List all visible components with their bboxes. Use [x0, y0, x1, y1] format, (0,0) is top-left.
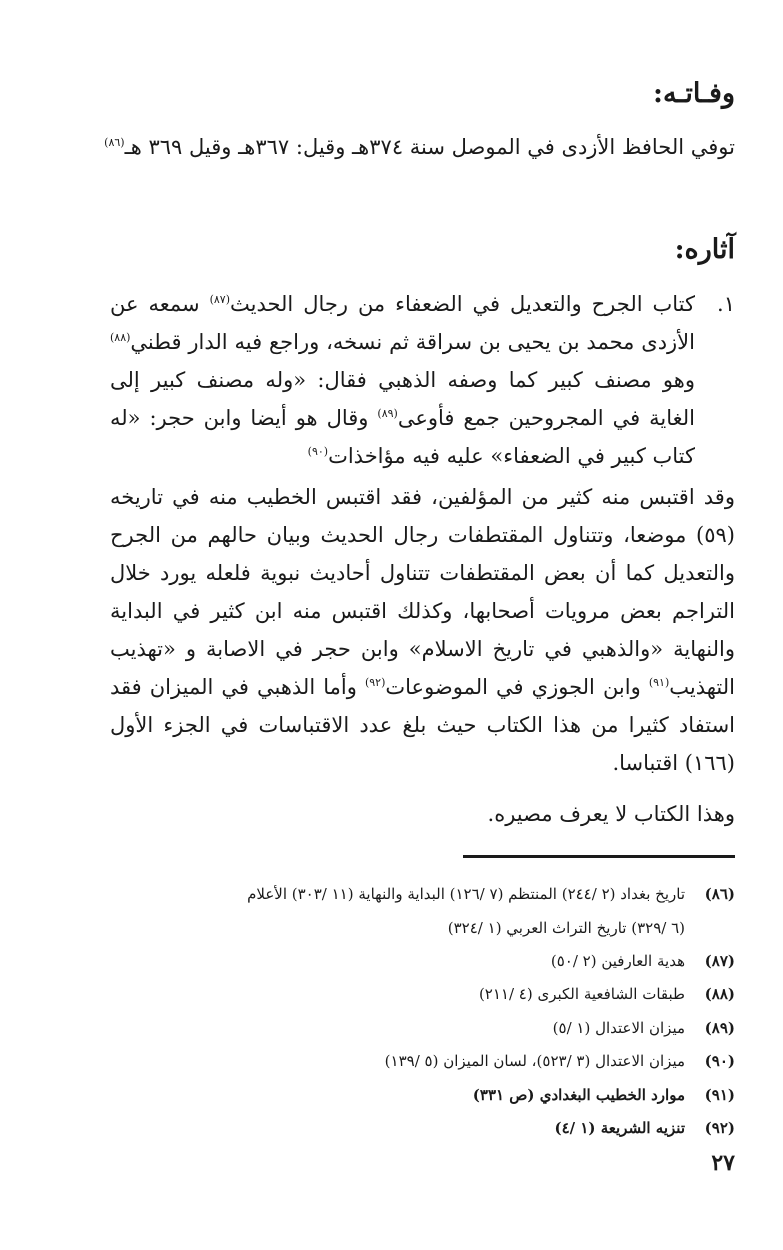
- footnote-item: [100, 978, 735, 1012]
- footnote-ref-89: (٨٩): [377, 407, 398, 420]
- works-list-item: [110, 285, 735, 475]
- footnote-number: (٨٩): [704, 1018, 735, 1037]
- footnote-text: تنزيه الشريعة (١ /٤): [554, 1119, 685, 1137]
- footnote-item: [100, 1012, 735, 1046]
- footnote-text-line-1: تاريخ بغداد (٢ /٢٤٤) المنتظم (٧ /١٢٦) البداية والنهاية (١١ /٣٠٣) الأعلام: [247, 885, 685, 903]
- list-item-number: ١.: [717, 292, 735, 316]
- item-text-part-2: سمعه عن الأزدى محمد بن يحيى بن سراقة ثم نسخه، وراجع فيه الدار قطني: [110, 292, 695, 354]
- death-text: توفي الحافظ الأزدى في الموصل سنة ٣٧٤هـ وقيل: ٣٦٧هـ وقيل ٣٦٩ هـ: [124, 135, 735, 159]
- item-text-part-1: كتاب الجرح والتعديل في الضعفاء من رجال الحديث: [229, 292, 696, 316]
- footnote-number: (٨٧): [704, 951, 735, 970]
- death-paragraph: [49, 128, 735, 166]
- footnote-item: [100, 1079, 735, 1113]
- page-number: ٢٧: [711, 1150, 735, 1176]
- footnote-text: ميزان الاعتدال (٣ /٥٢٣)، لسان الميزان (٥ /١٣٩): [384, 1052, 685, 1070]
- works-heading: آثاره:: [674, 234, 735, 265]
- footnote-number: (٨٨): [704, 985, 735, 1003]
- footnote-text: هدية العارفين (٢ /٥٠): [550, 951, 685, 970]
- closing-sentence: وهذا الكتاب لا يعرف مصيره.: [487, 802, 735, 826]
- footnote-text: موارد الخطيب البغدادي (ص ٣٣١): [472, 1085, 685, 1104]
- paragraph-text-part-2: وابن الجوزي في الموضوعات: [385, 675, 649, 699]
- death-heading: وفـاتـه:: [653, 78, 735, 109]
- footnote-number: (٨٦): [704, 885, 735, 903]
- footnote-ref-87: (٨٧): [209, 293, 230, 306]
- footnote-number: (٩٠): [704, 1052, 735, 1070]
- paragraph-text-part-3: وأما الذهبي في الميزان فقد استفاد كثيرا من هذا الكتاب حيث بلغ عدد الاقتباسات في الجزء الأول (١٦٦) اقتباسا.: [110, 675, 735, 775]
- item-text-part-3: وهو مصنف كبير كما وصفه الذهبي فقال: «وله مصنف كبير إلى الغاية في المجروحين جمع فأوعى: [110, 368, 695, 430]
- footnote-ref-90: (٩٠): [307, 445, 329, 458]
- footnote-item: [100, 945, 735, 979]
- footnote-text: ميزان الاعتدال (١ /٥): [552, 1018, 685, 1037]
- list-item-text: [110, 285, 695, 475]
- footnote-item: [100, 1045, 735, 1079]
- footnote-text-line-2: (٦ /٣٢٩) تاريخ التراث العربي (١ /٣٢٤): [447, 918, 685, 937]
- footnote-number: (٩١): [704, 1085, 735, 1104]
- footnote-text: طبقات الشافعية الكبرى (٤ /٢١١): [478, 985, 685, 1003]
- footnote-number: (٩٢): [704, 1119, 735, 1137]
- footnote-item: [100, 878, 735, 945]
- footnote-text: [100, 878, 685, 945]
- footnote-item: [100, 1112, 735, 1146]
- footnote-ref-86: (٨٦): [104, 136, 125, 149]
- footnote-ref-91: (٩١): [648, 676, 670, 689]
- footnote-ref-88: (٨٨): [110, 331, 131, 344]
- paragraph-text-part-1: وقد اقتبس منه كثير من المؤلفين، فقد اقتبس الخطيب منه في تاريخه (٥٩) موضعا، وتتناول المقتطفات رجال الحديث وبيان حالهم من الجرح والتعديل كما أن بعض المقتطفات تتناول أحاديث نبوية فلعله يورد خلال التراجم بعض مرويات أصحابها، وكذلك اقتبس منه ابن كثير في البداية والنهاية «والذهبي في تاريخ الاسلام» وابن حجر في الاصابة و «تهذيب التهذيب: [110, 485, 736, 699]
- item-text-part-4: وقال هو أيضا وابن حجر: «له كتاب كبير في الضعفاء» عليه فيه مؤاخذات: [110, 406, 695, 468]
- footnotes-list: [100, 878, 735, 1146]
- footnote-ref-92: (٩٢): [364, 676, 386, 689]
- quotation-paragraph: [110, 478, 735, 782]
- footnote-divider: [463, 855, 735, 858]
